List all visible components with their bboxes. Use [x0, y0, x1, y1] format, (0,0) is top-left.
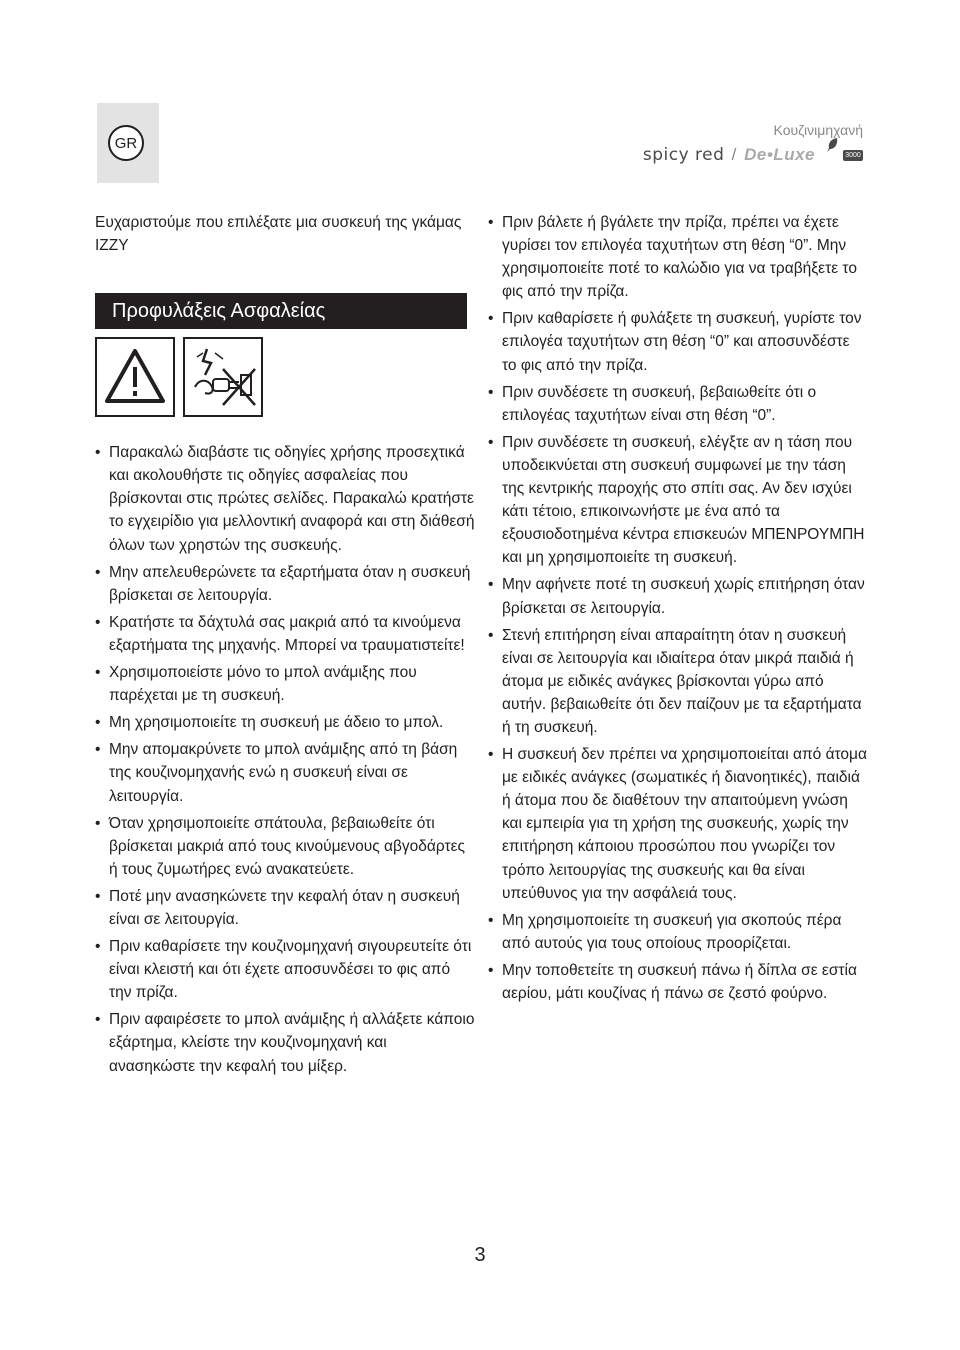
list-item: • Πριν καθαρίσετε ή φυλάξετε τη συσκευή, γυρίστε τον επιλογέα ταχυτήτων στη θέση “0” και αποσυνδέστε το φις από την πρίζα.	[488, 307, 868, 376]
list-item: • Μην τοποθετείτε τη συσκευή πάνω ή δίπλα σε εστία αερίου, μάτι κουζίνας ή πάνω σε ζεστό φούρνο.	[488, 959, 868, 1005]
page-number: 3	[474, 1244, 486, 1266]
list-item: • Μην αφήνετε ποτέ τη συσκευή χωρίς επιτήρηση όταν βρίσκεται σε λειτουργία.	[488, 573, 868, 619]
language-badge: GR	[108, 125, 144, 161]
list-item: • Πριν βάλετε ή βγάλετε την πρίζα, πρέπει να έχετε γυρίσει τον επιλογέα ταχυτήτων στη θέση “0”. Μην χρησιμοποιείτε ποτέ το καλώδιο για να τραβήξετε το φις από την πρίζα.	[488, 211, 868, 303]
brand-badge: 3000	[843, 150, 863, 161]
product-category: Κουζινιμηχανή	[773, 122, 863, 138]
brand-logo	[643, 145, 815, 165]
leaf-icon	[825, 137, 839, 153]
right-safety-list	[488, 211, 868, 1005]
language-badge-box	[97, 103, 159, 183]
list-item: • Κρατήστε τα δάχτυλά σας μακριά από τα κινούμενα εξαρτήματα της μηχανής. Μπορεί να τραυματιστείτε!	[95, 611, 475, 657]
list-item: • Χρησιμοποιείστε μόνο το μπολ ανάμιξης που παρέχεται με τη συσκευή.	[95, 661, 475, 707]
list-item: • Μην απελευθερώνετε τα εξαρτήματα όταν η συσκευή βρίσκεται σε λειτουργία.	[95, 561, 475, 607]
safety-icons	[95, 337, 475, 417]
list-item: • Πριν αφαιρέσετε το μπολ ανάμιξης ή αλλάξετε κάποιο εξάρτημα, κλείστε την κουζινομηχανή και ανασηκώστε την κεφαλή του μίξερ.	[95, 1008, 475, 1077]
brand-deluxe: De•Luxe	[744, 145, 815, 164]
right-column	[488, 211, 868, 1009]
list-item: • Πριν συνδέσετε τη συσκευή, βεβαιωθείτε ότι ο επιλογέας ταχυτήτων είναι στη θέση “0”.	[488, 381, 868, 427]
list-item: • Πριν συνδέσετε τη συσκευή, ελέγξτε αν η τάση που υποδεικνύεται στη συσκευή συμφωνεί με την τάση της κεντρικής παροχής στο σπίτι σας. Αν δεν ισχύει κάτι τέτοιο, επικοινωνήστε με ένα από τα εξουσιοδοτημένα κέντρα επισκευών ΜΠΕΝΡΟΥΜΠΗ και μη χρησιμοποιείτε τη συσκευή.	[488, 431, 868, 570]
section-heading: Προφυλάξεις Ασφαλείας	[95, 293, 467, 329]
brand-spicy: spicy red	[642, 145, 725, 165]
electric-shock-icon	[183, 337, 263, 417]
list-item: • Η συσκευή δεν πρέπει να χρησιμοποιείται από άτομα με ειδικές ανάγκες (σωματικές ή διανοητικές), παιδιά ή άτομα που δε διαθέτουν την απαιτούμενη γνώση και εμπειρία για τη χρήση της συσκευής, χωρίς την επιτήρηση κάποιου προσώπου που γνωρίζει τον τρόπο λειτουργίας της συσκευής και θα είναι υπεύθυνος για την ασφάλειά τους.	[488, 743, 868, 905]
intro-text: Ευχαριστούμε που επιλέξατε μια συσκευή της γκάμας IZZY	[95, 214, 462, 255]
list-item: • Παρακαλώ διαβάστε τις οδηγίες χρήσης προσεχτικά και ακολουθήστε τις οδηγίες ασφαλείας που βρίσκονται στις πρώτες σελίδες. Παρακαλώ κρατήστε το εγχειρίδιο για μελλοντική αναφορά και στη διάθεσή όλων των χρηστών της συσκευής.	[95, 441, 475, 556]
brand-separator: /	[731, 145, 737, 164]
left-safety-list	[95, 441, 475, 1077]
warning-triangle-icon	[95, 337, 175, 417]
list-item: • Όταν χρησιμοποιείτε σπάτουλα, βεβαιωθείτε ότι βρίσκεται μακριά από τους κινούμενους αβγοδάρτες ή τους ζυμωτήρες ενώ ανακατεύετε.	[95, 812, 475, 881]
list-item: • Πριν καθαρίσετε την κουζινομηχανή σιγουρευτείτε ότι είναι κλειστή και ότι έχετε αποσυνδέσει το φις από την πρίζα.	[95, 935, 475, 1004]
list-item: • Στενή επιτήρηση είναι απαραίτητη όταν η συσκευή είναι σε λειτουργία και ιδιαίτερα όταν μικρά παιδιά ή άτομα με ειδικές ανάγκες βρίσκονται γύρω από αυτήν. βεβαιωθείτε ότι δεν παίζουν με τα εξαρτήματα ή τη συσκευή.	[488, 624, 868, 739]
list-item: • Μη χρησιμοποιείτε τη συσκευή με άδειο το μπολ.	[95, 711, 475, 734]
list-item: • Μην απομακρύνετε το μπολ ανάμιξης από τη βάση της κουζινομηχανής ενώ η συσκευή είναι σε λειτουργία.	[95, 738, 475, 807]
list-item: • Ποτέ μην ανασηκώνετε την κεφαλή όταν η συσκευή είναι σε λειτουργία.	[95, 885, 475, 931]
list-item: • Μη χρησιμοποιείτε τη συσκευή για σκοπούς πέρα από αυτούς για τους οποίους προορίζεται.	[488, 909, 868, 955]
left-column	[95, 211, 475, 1082]
